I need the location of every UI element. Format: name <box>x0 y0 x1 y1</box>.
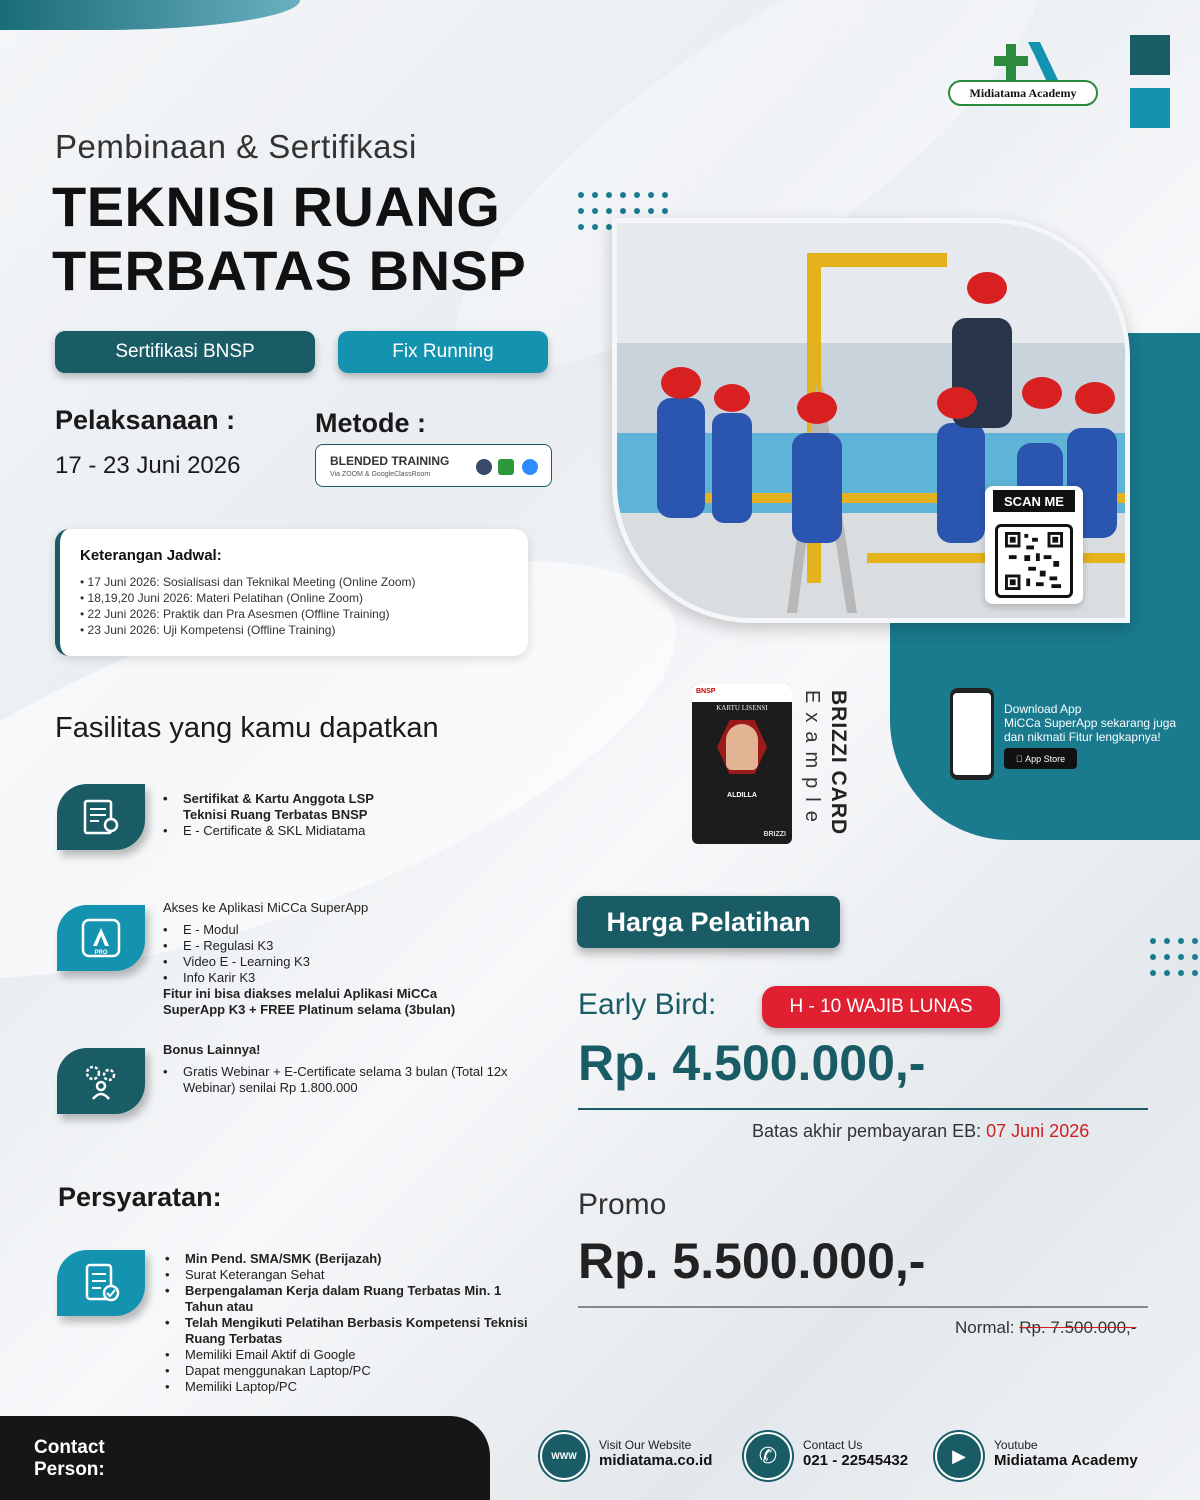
metode-label: Metode : <box>315 408 426 438</box>
logo-mark-icon <box>984 40 1064 84</box>
card-example-label: Example <box>801 690 823 831</box>
requirement-item: • Telah Mengikuti Pelatihan Berbasis Kompetensi Teknisi <box>165 1315 528 1331</box>
gears-person-icon <box>79 1059 123 1103</box>
qr-scan-card[interactable] <box>985 486 1083 604</box>
youtube-link[interactable] <box>994 1438 1138 1469</box>
cert-badge: Sertifikasi BNSP <box>55 331 315 373</box>
card-foot: BRIZZI <box>763 831 786 838</box>
hero-title-line: TERBATAS BNSP <box>52 239 527 302</box>
license-card <box>692 684 792 844</box>
divider <box>578 1108 1148 1110</box>
qr-code-icon <box>995 524 1073 598</box>
facility-item: • Info Karir K3 <box>163 970 455 986</box>
schedule-item-text: 23 Juni 2026: Uji Kompetensi (Offline Training) <box>87 623 336 637</box>
facility-item: • E - Regulasi K3 <box>163 938 455 954</box>
method-subtitle: Via ZOOM & GoogleClassRoom <box>330 471 431 478</box>
certificate-icon <box>79 795 123 839</box>
website-value: midiatama.co.id <box>599 1452 713 1469</box>
requirement-item: Ruang Terbatas <box>185 1331 283 1346</box>
decor-square <box>1130 88 1170 128</box>
phone-icon[interactable]: ✆ <box>744 1432 792 1480</box>
phone-value: 021 - 22545432 <box>803 1452 909 1469</box>
google-classroom-icon <box>498 459 514 475</box>
decor-square <box>1130 35 1170 75</box>
facility-list-3 <box>163 1042 508 1096</box>
pro-label: PRO <box>94 950 108 956</box>
card-title: KARTU LISENSI <box>716 704 768 712</box>
schedule-card <box>55 529 528 656</box>
phone-mockup <box>950 688 994 780</box>
facility-list-2 <box>163 900 455 1018</box>
pelaksanaan-label: Pelaksanaan : <box>55 405 236 435</box>
normal-price-text <box>955 1318 1136 1338</box>
price-header: Harga Pelatihan <box>577 896 840 948</box>
contact-label-line: Contact <box>34 1437 105 1458</box>
eb-deadline-label: Batas akhir pembayaran EB: <box>752 1121 982 1141</box>
promo-label: Promo <box>578 1188 667 1221</box>
schedule-item: • 22 Juni 2026: Praktik dan Pra Asesmen (Offline Training) <box>80 607 390 621</box>
facility-item: • E - Modul <box>163 922 455 938</box>
classroom-icon <box>476 459 492 475</box>
app-store-button[interactable]: App Store <box>1004 748 1077 769</box>
facility-item: • E - Certificate & SKL Midiatama <box>163 823 374 839</box>
checklist-icon-box <box>57 1250 145 1316</box>
schedule-item-text: 18,19,20 Juni 2026: Materi Pelatihan (Online Zoom) <box>87 591 364 605</box>
facility-item: • Sertifikat & Kartu Anggota LSP <box>163 791 374 807</box>
phone-label: Contact Us <box>803 1438 863 1452</box>
brand-logo <box>948 40 1098 108</box>
schedule-item-text: 22 Juni 2026: Praktik dan Pra Asesmen (Offline Training) <box>87 607 390 621</box>
requirements-list <box>165 1251 528 1395</box>
card-photo <box>726 724 758 770</box>
youtube-icon[interactable]: ▶ <box>935 1432 983 1480</box>
facility-note: SuperApp K3 + FREE Platinum selama (3bulan) <box>163 1002 456 1017</box>
requirement-item: • Dapat menggunakan Laptop/PC <box>165 1363 528 1379</box>
app-icon-box <box>57 905 145 971</box>
youtube-value: Midiatama Academy <box>994 1452 1138 1469</box>
facility-item: Bonus Lainnya! <box>163 1042 261 1057</box>
normal-price-label: Normal: <box>955 1318 1015 1337</box>
contact-person-label <box>34 1437 105 1481</box>
logo-text: Midiatama Academy <box>948 80 1098 106</box>
promo-price: Rp. 5.500.000,- <box>578 1233 926 1289</box>
early-bird-label: Early Bird: <box>578 988 717 1021</box>
hero-title <box>52 175 526 303</box>
schedule-item: • 17 Juni 2026: Sosialisasi dan Teknikal Meeting (Online Zoom) <box>80 575 416 589</box>
pro-app-icon <box>79 916 123 960</box>
hero-title-line: TEKNISI RUANG <box>52 175 501 238</box>
certificate-icon-box <box>57 784 145 850</box>
requirement-item: Tahun atau <box>185 1299 254 1314</box>
decor-dots <box>1150 938 1200 976</box>
schedule-title: Keterangan Jadwal: <box>80 547 222 564</box>
phone-link[interactable] <box>803 1438 908 1469</box>
checklist-icon <box>79 1261 123 1305</box>
schedule-item: • 23 Juni 2026: Uji Kompetensi (Offline Training) <box>80 623 336 637</box>
app-line: Download App <box>1004 702 1082 716</box>
facility-list-1 <box>163 791 374 839</box>
divider <box>578 1306 1148 1308</box>
requirement-item: • Surat Keterangan Sehat <box>165 1267 528 1283</box>
globe-icon[interactable] <box>540 1432 588 1480</box>
website-label: Visit Our Website <box>599 1438 692 1452</box>
requirement-item: • Memiliki Laptop/PC <box>165 1379 528 1395</box>
zoom-icon <box>522 459 538 475</box>
card-header: BNSP <box>692 684 792 702</box>
top-decor-band <box>0 0 300 30</box>
globe-icon-label: WWW <box>551 1451 577 1461</box>
facility-note: Fitur ini bisa diakses melalui Aplikasi MiCCa <box>163 986 438 1001</box>
bonus-icon-box <box>57 1048 145 1114</box>
website-link[interactable] <box>599 1438 712 1469</box>
phone-screen <box>953 693 991 775</box>
method-box <box>315 444 552 487</box>
youtube-label: Youtube <box>994 1438 1038 1452</box>
schedule-item-text: 17 Juni 2026: Sosialisasi dan Teknikal Meeting (Online Zoom) <box>87 575 416 589</box>
card-brizzi-label: BRIZZI CARD <box>827 690 850 836</box>
eb-deadline-date: 07 Juni 2026 <box>986 1121 1090 1141</box>
requirement-item: • Berpengalaman Kerja dalam Ruang Terbatas Min. 1 <box>165 1283 528 1299</box>
normal-price-value: Rp. 7.500.000,- <box>1019 1318 1137 1337</box>
facility-item: • Video E - Learning K3 <box>163 954 455 970</box>
hero-subtitle: Pembinaan & Sertifikasi <box>55 128 417 165</box>
card-name: ALDILLA <box>727 792 757 799</box>
eb-deadline-text <box>752 1121 1089 1142</box>
scan-label: SCAN ME <box>993 490 1075 512</box>
eb-deadline-badge: H - 10 WAJIB LUNAS <box>762 986 1000 1028</box>
requirements-title: Persyaratan: <box>58 1182 222 1212</box>
contact-label-line: Person: <box>34 1459 105 1480</box>
app-line: dan nikmati Fitur lengkapnya! <box>1004 730 1161 744</box>
pelaksanaan-date: 17 - 23 Juni 2026 <box>55 452 241 479</box>
app-line: MiCCa SuperApp sekarang juga <box>1004 716 1177 730</box>
schedule-item: • 18,19,20 Juni 2026: Materi Pelatihan (Online Zoom) <box>80 591 364 605</box>
requirement-item: • Memiliki Email Aktif di Google <box>165 1347 528 1363</box>
facility-item: Akses ke Aplikasi MiCCa SuperApp <box>163 900 369 915</box>
app-store-label: App Store <box>1021 753 1062 764</box>
requirement-item: • Min Pend. SMA/SMK (Berijazah) <box>165 1251 528 1267</box>
facility-item: • Gratis Webinar + E-Certificate selama 3 bulan (Total 12x <box>163 1064 508 1080</box>
method-title: BLENDED TRAINING <box>330 454 450 468</box>
facility-item: Teknisi Ruang Terbatas BNSP <box>183 807 368 822</box>
facilities-title: Fasilitas yang kamu dapatkan <box>55 712 439 744</box>
running-badge: Fix Running <box>338 331 548 373</box>
early-bird-price: Rp. 4.500.000,- <box>578 1035 926 1091</box>
app-download-text <box>1004 702 1194 744</box>
facility-item: Webinar) senilai Rp 1.800.000 <box>183 1080 358 1095</box>
